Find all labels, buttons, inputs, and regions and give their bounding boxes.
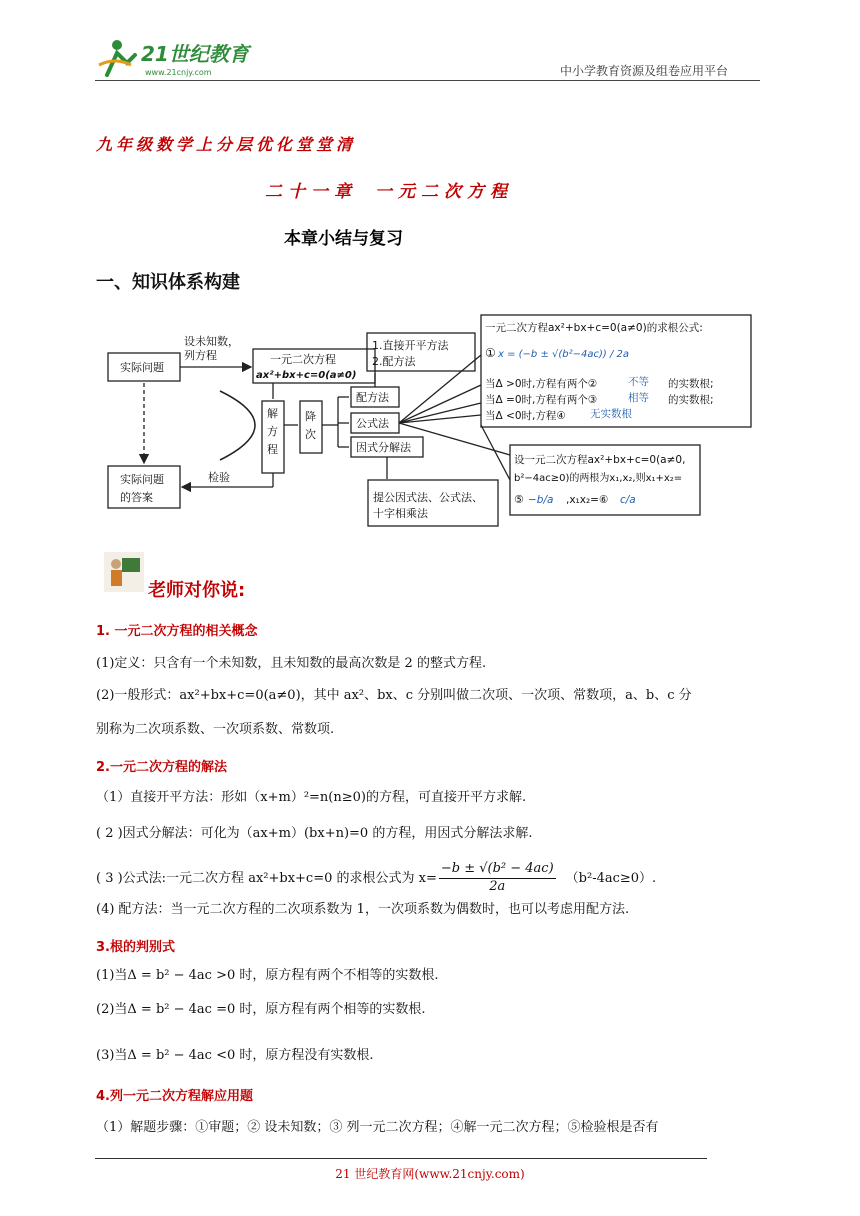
s1-general-form: (2)一般形式：ax²+bx+c=0(a≠0)，其中 ax²、bx、c 分别叫做二次项、一次项、常数项，a、b、c 分 [96, 688, 692, 703]
series-title: 九年级数学上分层优化堂堂清 [96, 135, 357, 154]
formula-method-label: 公式法 [356, 417, 389, 430]
vieta-line-2: b²−4ac≥0)的两根为x₁,x₂,则x₁+x₂= [514, 473, 683, 484]
reduce-box [300, 401, 322, 453]
discriminant-1-fill: 不等 [628, 376, 649, 388]
s2-formula-condition: （b²-4ac≥0）. [565, 870, 657, 886]
s2-complete-square: (4) 配方法：当一元二次方程的二次项系数为 1，一次项系数为偶数时，也可以考虑用配方法. [96, 902, 630, 917]
answer-label-1: 实际问题 [120, 473, 164, 486]
vieta-line-1: 设一元二次方程ax²+bx+c=0(a≠0, [514, 454, 686, 466]
footer-divider [95, 1158, 707, 1159]
s2-direct-root: （1）直接开平方法：形如（x+m）²=n(n≥0)的方程，可直接开平方求解. [96, 790, 527, 805]
logo-text: 21世纪教育 [141, 42, 249, 66]
check-label: 检验 [208, 471, 230, 484]
s2-formula [96, 861, 656, 896]
equation-label: 一元二次方程 [270, 353, 336, 366]
solve-char-1: 解 [267, 407, 278, 420]
discriminant-1: 当Δ >0时,方程有两个② [485, 378, 598, 390]
equation-form: ax²+bx+c=0(a≠0) [256, 370, 357, 381]
reduce-char-1: 降 [305, 410, 316, 423]
section-2-title: 2.一元二次方程的解法 [96, 760, 227, 775]
complete-square-label: 配方法 [356, 391, 389, 404]
s1-definition: (1)定义：只含有一个未知数，且未知数的最高次数是 2 的整式方程. [96, 656, 487, 671]
chapter-number: 二十一章 [265, 182, 357, 202]
teacher-icon [104, 552, 144, 592]
s3-negative: (3)当Δ = b² − 4ac <0 时，原方程没有实数根. [96, 1048, 374, 1063]
problem-label: 实际问题 [120, 361, 164, 374]
factor-methods-1: 提公因式法、公式法、 [373, 491, 483, 504]
discriminant-3: 当Δ <0时,方程④ [485, 410, 566, 422]
footer-text: 21 世纪教育网(www.21cnjy.com) [335, 1167, 525, 1181]
s2-formula-text: ( 3 )公式法:一元二次方程 ax²+bx+c=0 的求根公式为 x= [96, 870, 437, 886]
knowledge-diagram [100, 305, 760, 535]
formula-number: ① [485, 346, 496, 360]
method-direct: 1.直接开平方法 [372, 339, 449, 352]
formula-expression: x = (−b ± √(b²−4ac)) / 2a [498, 349, 630, 360]
s4-steps: （1）解题步骤：①审题；② 设未知数；③ 列一元二次方程；④解一元二次方程；⑤检验根是否有 [96, 1120, 659, 1135]
vieta-sum-num: ⑤ [514, 493, 524, 506]
root-formula-fraction [439, 861, 556, 896]
section-heading: 一、知识体系构建 [96, 272, 240, 293]
teacher-says-heading: 老师对你说: [148, 580, 246, 601]
solve-char-2: 方 [267, 425, 278, 438]
section-4-title: 4.列一元二次方程解应用题 [96, 1089, 253, 1104]
answer-label-2: 的答案 [120, 491, 153, 504]
discriminant-1-suffix: 的实数根; [668, 378, 714, 390]
discriminant-2-suffix: 的实数根; [668, 394, 714, 406]
discriminant-3-fill: 无实数根 [590, 408, 632, 420]
s3-zero: (2)当Δ = b² − 4ac =0 时，原方程有两个相等的实数根. [96, 1002, 426, 1017]
logo-url: www.21cnjy.com [145, 68, 212, 77]
chapter-title [265, 177, 513, 202]
root-formula-numerator: −b ± √(b² − 4ac) [439, 861, 556, 879]
vieta-product-label: ,x₁x₂=⑥ [566, 494, 609, 506]
discriminant-2-fill: 相等 [628, 392, 649, 404]
site-logo [95, 35, 275, 80]
page-subtitle: 本章小结与复习 [284, 229, 403, 249]
reduce-char-2: 次 [305, 428, 316, 441]
discriminant-2: 当Δ =0时,方程有两个③ [485, 394, 598, 406]
vieta-sum: −b/a [528, 494, 554, 506]
chapter-name: 一元二次方程 [375, 182, 513, 202]
formula-title: 一元二次方程ax²+bx+c=0(a≠0)的求根公式: [485, 322, 703, 334]
s2-factoring: ( 2 )因式分解法：可化为（ax+m）(bx+n)=0 的方程，用因式分解法求解. [96, 826, 533, 841]
s3-positive: (1)当Δ = b² − 4ac >0 时，原方程有两个不相等的实数根. [96, 968, 439, 983]
factoring-label: 因式分解法 [356, 441, 411, 454]
vieta-product: c/a [620, 494, 636, 506]
method-complete: 2.配方法 [372, 355, 416, 368]
section-3-title: 3.根的判别式 [96, 940, 175, 955]
arrow-label-1: 设未知数， [184, 335, 239, 348]
s1-coefficients: 别称为二次项系数、一次项系数、常数项. [96, 722, 335, 737]
solve-char-3: 程 [267, 443, 278, 456]
factor-methods-2: 十字相乘法 [373, 507, 428, 520]
arrow-label-2: 列方程 [184, 349, 217, 362]
section-1-title: 1. 一元二次方程的相关概念 [96, 624, 258, 639]
root-formula-denominator: 2a [489, 878, 506, 894]
platform-label: 中小学教育资源及组卷应用平台 [560, 64, 729, 78]
header-divider [95, 80, 760, 81]
